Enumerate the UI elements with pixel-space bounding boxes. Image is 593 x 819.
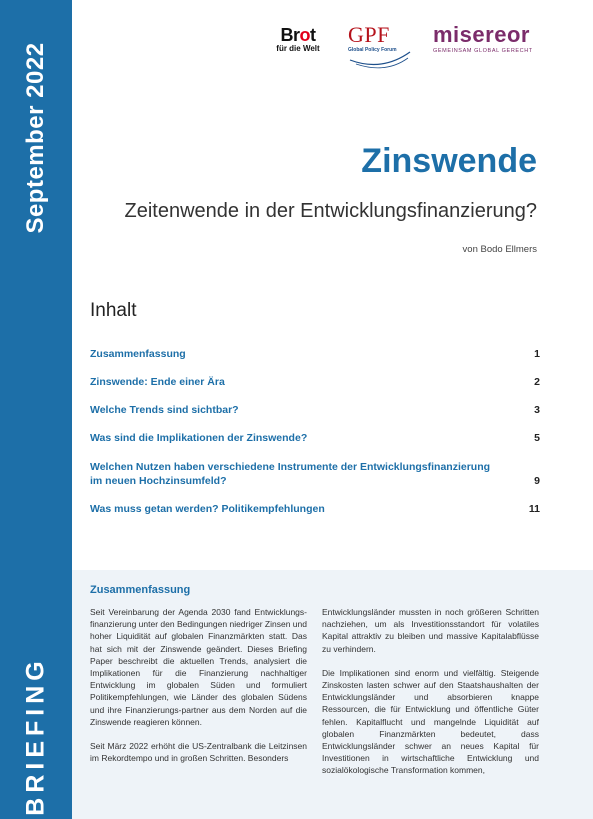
summary-paragraph: Die Implikationen sind enorm und vielfältig. Steigende Zinskosten lasten schwer auf den Staatshaushalten der Entwicklungsländer und absorbieren knappe Ressourcen, die für Entwicklung und öffentliche Güter fehlen. Kapitalflucht und mangelnde Liquidität auf globalen Finanzmärkten bedeutet, dass Entwicklungsländer schwer an neues Kapital für Investitionen in wirtschaftliche Entwicklung und sozialökologische Transformation kommen, <box>322 667 539 776</box>
summary-paragraph: Seit März 2022 erhöht die US-Zentralbank die Leitzinsen im Rekordtempo und in großen Schritten. Besonders <box>90 741 307 764</box>
brot-logo-tagline: für die Welt <box>276 44 320 53</box>
toc-entry-label[interactable]: Was muss getan werden? Politikempfehlungen <box>90 503 325 515</box>
toc-entry-page: 2 <box>534 376 540 388</box>
toc-entry-label[interactable]: Welche Trends sind sichtbar? <box>90 404 239 416</box>
sidebar-band <box>0 0 72 819</box>
summary-paragraph: Entwicklungsländer mussten in noch größeren Schritten nachziehen, um als Investitionsstandort für volatiles Kapital attraktiv zu bleiben und massive Kapitalabflüsse zu verhindern. <box>322 607 539 654</box>
gpf-logo-word: GPF <box>348 22 390 47</box>
document-title: Zinswende <box>361 142 537 180</box>
misereor-logo-word: misereor <box>433 22 530 47</box>
document-subtitle: Zeitenwende in der Entwicklungsfinanzierung? <box>124 200 537 222</box>
misereor-logo-tagline: GEMEINSAM GLOBAL GERECHT <box>433 48 533 54</box>
toc-entry-label[interactable]: Zinswende: Ende einer Ära <box>90 376 225 388</box>
summary-paragraph: Seit Vereinbarung der Agenda 2030 fand Entwicklungs-finanzierung unter den Bedingungen niedriger Zinsen und hoher Liquidität auf globalen Finanzmärkten statt. Das hat sich mit der Zinswende geändert. Dieses Briefing Paper beschreibt die aktuellen Trends, analysiert die Implikationen für die Finanzierung nachhaltiger Entwicklung im globalen Süden und formuliert Politikempfehlungen, wie Länder des globalen Südens und ihre Finanzierungs-partner aus dem Norden auf die Zinswende reagieren können. <box>90 607 307 727</box>
partner-logos <box>268 22 543 72</box>
brot-logo-accent: o <box>299 25 310 45</box>
brot-fuer-die-welt-logo <box>268 26 328 54</box>
gpf-logo-tagline: Global Policy Forum <box>348 47 397 53</box>
toc-entry-label[interactable]: Was sind die Implikationen der Zinswende? <box>90 432 308 444</box>
toc-entry-label[interactable]: Zusammenfassung <box>90 348 186 360</box>
gpf-logo <box>346 22 416 70</box>
summary-column-left <box>90 606 307 776</box>
brot-logo-suffix: t <box>310 25 316 45</box>
toc-entry-label[interactable]: Welchen Nutzen haben verschiedene Instrumente der Entwicklungsfinanzierung im neuen Hochzinsumfeld? <box>90 461 491 487</box>
toc-entry-page: 11 <box>528 503 540 515</box>
toc-entry-page: 1 <box>534 348 540 360</box>
misereor-logo <box>433 24 543 54</box>
document-type: BRIEFING <box>21 656 50 816</box>
toc-entry-page: 9 <box>534 475 540 487</box>
summary-heading: Zusammenfassung <box>90 584 191 596</box>
toc-entry-page: 5 <box>534 432 540 444</box>
toc-heading: Inhalt <box>90 300 137 321</box>
toc-entry-page: 3 <box>534 404 540 416</box>
summary-box <box>72 570 593 819</box>
document-author: von Bodo Ellmers <box>462 244 537 255</box>
issue-date: September 2022 <box>22 42 49 234</box>
brot-logo-prefix: Br <box>280 25 300 45</box>
gpf-swoosh-icon <box>346 22 416 70</box>
summary-column-right <box>322 606 539 789</box>
